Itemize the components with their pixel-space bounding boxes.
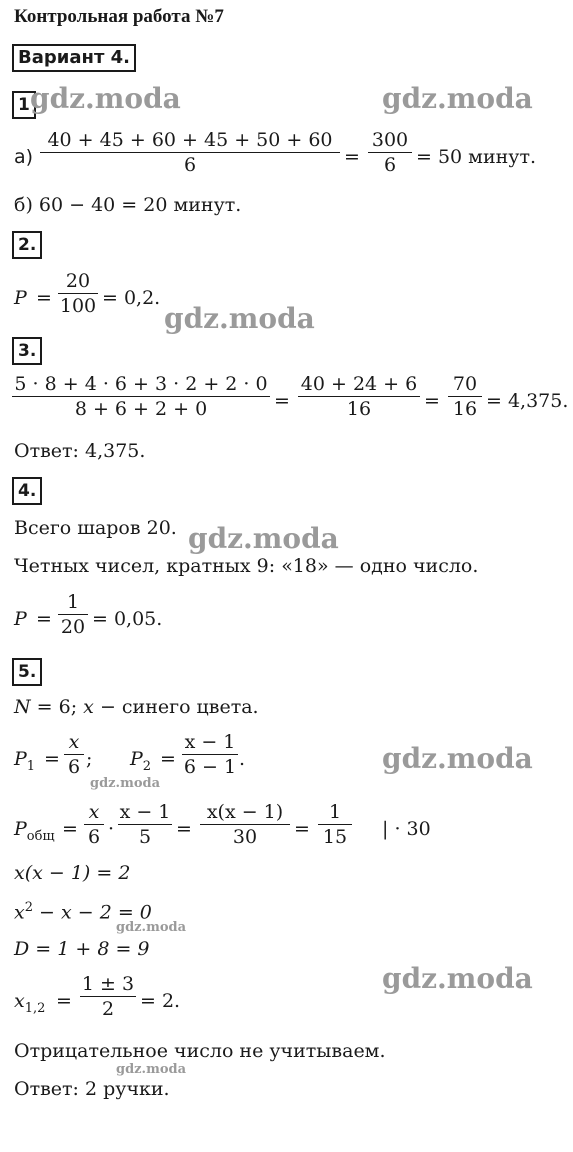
equals: =: [424, 390, 440, 412]
multiply-by-30: | · 30: [382, 818, 431, 840]
task1-a-label: а): [14, 146, 34, 168]
equals: =: [344, 146, 360, 168]
task3-fraction-2: 40 + 24 + 6 16: [298, 372, 420, 421]
equals: =: [62, 818, 78, 840]
page-title: Контрольная работа №7: [14, 6, 224, 27]
task2-result: = 0,2.: [102, 287, 161, 309]
ptotal-fraction-4: 1 15: [318, 800, 352, 849]
task-number-2: 2.: [12, 231, 42, 259]
task3-fraction-3: 70 16: [448, 372, 482, 421]
ptotal-fraction-1: x 6: [84, 800, 104, 849]
discriminant: D = 1 + 8 = 9: [14, 938, 150, 960]
p1-fraction: x 6: [64, 730, 84, 779]
period: .: [239, 748, 246, 770]
equals: =: [44, 748, 60, 770]
roots-fraction: 1 ± 3 2: [81, 973, 135, 1020]
equals: =: [160, 748, 176, 770]
task1-fraction-2: 300 6: [368, 128, 412, 177]
p1-symbol: $P_1$: [14, 748, 36, 774]
task1-b-line: б) 60 − 40 = 20 минут.: [14, 194, 242, 216]
equation-2: $x^2 - x - 2 = 0$: [14, 900, 152, 924]
ptotal-fraction-2: x − 1 5: [119, 801, 171, 848]
watermark: gdz.moda: [382, 82, 533, 115]
multiply-dot: ·: [108, 818, 115, 840]
watermark: gdz.moda: [116, 920, 187, 935]
watermark: gdz.moda: [382, 962, 533, 995]
equals: =: [56, 990, 72, 1012]
equals: =: [274, 390, 290, 412]
probability-p: P: [14, 287, 27, 309]
equals: =: [36, 608, 52, 630]
task4-line-2: Четных чисел, кратных 9: «18» — одно число.: [14, 555, 479, 577]
watermark: gdz.moda: [382, 742, 533, 775]
watermark: gdz.moda: [30, 82, 181, 115]
task3-fraction-1: 5 · 8 + 4 · 6 + 3 · 2 + 2 · 0 8 + 6 + 2 + 0: [12, 372, 270, 421]
probability-p: P: [14, 608, 27, 630]
task-number-4: 4.: [12, 477, 42, 505]
roots-symbol: $x_{1,2}$: [14, 990, 46, 1016]
semicolon: ;: [86, 748, 93, 770]
task4-fraction: 1 20: [58, 590, 88, 639]
task5-answer: Ответ: 2 ручки.: [14, 1078, 170, 1100]
roots-result: = 2.: [140, 990, 181, 1012]
p2-fraction: x − 1 6 − 1: [183, 731, 237, 778]
task4-line-1: Всего шаров 20.: [14, 517, 177, 539]
watermark: gdz.moda: [116, 1062, 187, 1077]
equals: =: [176, 818, 192, 840]
task1-fraction-1: 40 + 45 + 60 + 45 + 50 + 60 6: [40, 128, 340, 177]
task5-line-1: N = 6; x − синего цвета.: [14, 696, 259, 718]
p-total-symbol: $P_{общ}$: [14, 818, 55, 844]
watermark: gdz.moda: [164, 302, 315, 335]
task3-answer: Ответ: 4,375.: [14, 440, 146, 462]
task3-result: = 4,375.: [486, 390, 569, 412]
task-number-5: 5.: [12, 658, 42, 686]
equals: =: [294, 818, 310, 840]
task-number-1: 1: [12, 91, 36, 119]
task4-result: = 0,05.: [92, 608, 163, 630]
equation-1: x(x − 1) = 2: [14, 862, 131, 884]
task-number-3: 3.: [12, 337, 42, 365]
ptotal-fraction-3: x(x − 1) 30: [200, 800, 290, 849]
equals: =: [36, 287, 52, 309]
p2-symbol: $P_2$: [130, 748, 152, 774]
task2-fraction: 20 100: [59, 270, 97, 317]
watermark: gdz.moda: [90, 776, 161, 791]
watermark: gdz.moda: [188, 522, 339, 555]
task1-a-result: = 50 минут.: [416, 146, 537, 168]
variant-label: Вариант 4.: [12, 44, 136, 72]
negative-note: Отрицательное число не учитываем.: [14, 1040, 386, 1062]
